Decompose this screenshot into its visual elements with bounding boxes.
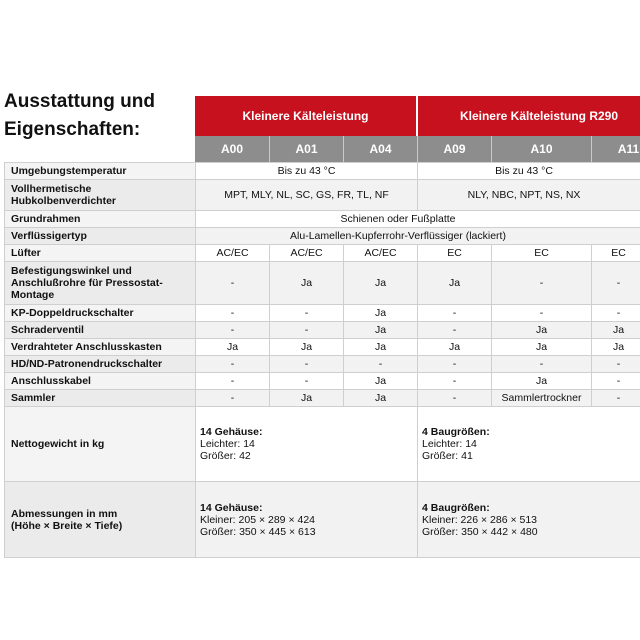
table-cell: Ja bbox=[344, 305, 418, 322]
row-label: Schraderventil bbox=[5, 322, 196, 339]
block-line: Größer: 350 × 445 × 613 bbox=[200, 525, 316, 538]
table-cell: Alu-Lamellen-Kupferrohr-Verflüssiger (lackiert) bbox=[196, 228, 640, 245]
model-header-a09: A09 bbox=[417, 136, 491, 162]
block-heading: 14 Gehäuse: bbox=[200, 501, 263, 514]
table-cell: - bbox=[196, 322, 270, 339]
table-cell: EC bbox=[418, 245, 492, 262]
title-line-1: Ausstattung und bbox=[4, 91, 155, 112]
row-label: HD/ND-Patronendruckschalter bbox=[5, 356, 196, 373]
block-heading: 4 Baugrößen: bbox=[422, 501, 490, 514]
title-line-2: Eigenschaften: bbox=[4, 119, 141, 140]
table-cell: Ja bbox=[344, 390, 418, 407]
table-cell: EC bbox=[492, 245, 592, 262]
block-line: Kleiner: 205 × 289 × 424 bbox=[200, 513, 316, 526]
table-row bbox=[5, 373, 640, 390]
row-label: KP-Doppeldruckschalter bbox=[5, 305, 196, 322]
table-cell: - bbox=[418, 356, 492, 373]
table-cell: - bbox=[196, 390, 270, 407]
table-cell: Ja bbox=[270, 390, 344, 407]
table-cell: - bbox=[270, 322, 344, 339]
model-header-a10: A10 bbox=[491, 136, 591, 162]
table-row bbox=[5, 482, 640, 558]
model-header-a11: A11 bbox=[591, 136, 640, 162]
table-cell: - bbox=[592, 305, 640, 322]
table-cell: - bbox=[418, 322, 492, 339]
block-line: Größer: 42 bbox=[200, 450, 251, 462]
table-row bbox=[5, 356, 640, 373]
table-cell: EC bbox=[592, 245, 640, 262]
table-cell: Ja bbox=[344, 262, 418, 305]
row-label: Anschlusskabel bbox=[5, 373, 196, 390]
table-cell: Ja bbox=[344, 339, 418, 356]
row-label: Verflüssigertyp bbox=[5, 228, 196, 245]
block-line: Größer: 41 bbox=[422, 450, 473, 462]
page-title bbox=[4, 88, 194, 144]
table-row bbox=[5, 180, 640, 211]
row-label: Umgebungstemperatur bbox=[5, 163, 196, 180]
table-cell: - bbox=[270, 356, 344, 373]
table-cell: Ja bbox=[418, 262, 492, 305]
table-cell: - bbox=[592, 262, 640, 305]
table-cell: Schienen oder Fußplatte bbox=[196, 211, 640, 228]
table-cell bbox=[196, 482, 418, 558]
table-cell: AC/EC bbox=[344, 245, 418, 262]
table-cell: NLY, NBC, NPT, NS, NX bbox=[418, 180, 640, 211]
block-line: Leichter: 14 bbox=[200, 438, 255, 450]
table-cell: - bbox=[592, 390, 640, 407]
table-row bbox=[5, 228, 640, 245]
table-cell: - bbox=[344, 356, 418, 373]
row-label-line: Abmessungen in mm bbox=[11, 507, 118, 520]
table-cell: - bbox=[418, 305, 492, 322]
table-row bbox=[5, 262, 640, 305]
table-cell: Ja bbox=[196, 339, 270, 356]
model-header-a00: A00 bbox=[195, 136, 269, 162]
table-cell: - bbox=[418, 373, 492, 390]
table-cell: Bis zu 43 °C bbox=[418, 163, 640, 180]
block-line: Leichter: 14 bbox=[422, 438, 477, 450]
table-row bbox=[5, 322, 640, 339]
block-heading: 4 Baugrößen: bbox=[422, 426, 490, 438]
group-header-kleinere-kaelteleistung-r290: Kleinere Kälteleistung R290 bbox=[418, 96, 640, 136]
table-cell: - bbox=[270, 305, 344, 322]
row-label bbox=[5, 482, 196, 558]
table-cell: AC/EC bbox=[270, 245, 344, 262]
row-label: Grundrahmen bbox=[5, 211, 196, 228]
row-label: Lüfter bbox=[5, 245, 196, 262]
table-cell: Bis zu 43 °C bbox=[196, 163, 418, 180]
table-cell: - bbox=[592, 373, 640, 390]
table-cell: - bbox=[196, 262, 270, 305]
table-cell: Ja bbox=[592, 339, 640, 356]
table-cell: Ja bbox=[492, 322, 592, 339]
table-cell: - bbox=[418, 390, 492, 407]
row-label: Vollhermetische Hubkolbenverdichter bbox=[5, 180, 196, 211]
block-line: Größer: 350 × 442 × 480 bbox=[422, 525, 538, 538]
table-cell: - bbox=[592, 356, 640, 373]
table-cell: - bbox=[196, 373, 270, 390]
table-cell: Ja bbox=[492, 373, 592, 390]
table-cell: Ja bbox=[270, 339, 344, 356]
table-row bbox=[5, 305, 640, 322]
table-cell: Ja bbox=[344, 373, 418, 390]
table-cell: - bbox=[492, 262, 592, 305]
row-label: Verdrahteter Anschlusskasten bbox=[5, 339, 196, 356]
table-cell: - bbox=[196, 356, 270, 373]
table-cell: Sammlertrockner bbox=[492, 390, 592, 407]
row-label-line: (Höhe × Breite × Tiefe) bbox=[11, 519, 123, 532]
row-label: Sammler bbox=[5, 390, 196, 407]
table-cell: Ja bbox=[492, 339, 592, 356]
table-cell bbox=[196, 407, 418, 482]
row-label: Nettogewicht in kg bbox=[5, 407, 196, 482]
row-label: Befestigungswinkel und Anschlußrohre für Pressostat-Montage bbox=[5, 262, 196, 305]
table-cell: AC/EC bbox=[196, 245, 270, 262]
table-cell bbox=[418, 482, 640, 558]
table-cell bbox=[418, 407, 640, 482]
table-row bbox=[5, 407, 640, 482]
table-row bbox=[5, 390, 640, 407]
table-cell: Ja bbox=[344, 322, 418, 339]
block-heading: 14 Gehäuse: bbox=[200, 426, 263, 438]
table-cell: MPT, MLY, NL, SC, GS, FR, TL, NF bbox=[196, 180, 418, 211]
table-cell: Ja bbox=[270, 262, 344, 305]
model-header-a04: A04 bbox=[343, 136, 417, 162]
table-cell: Ja bbox=[418, 339, 492, 356]
table-row bbox=[5, 163, 640, 180]
spec-table bbox=[4, 162, 640, 558]
table-cell: Ja bbox=[592, 322, 640, 339]
table-cell: - bbox=[270, 373, 344, 390]
table-row bbox=[5, 245, 640, 262]
group-header-kleinere-kaelteleistung: Kleinere Kälteleistung bbox=[195, 96, 416, 136]
table-row bbox=[5, 211, 640, 228]
table-cell: - bbox=[196, 305, 270, 322]
block-line: Kleiner: 226 × 286 × 513 bbox=[422, 513, 538, 526]
table-row bbox=[5, 339, 640, 356]
model-header-a01: A01 bbox=[269, 136, 343, 162]
table-cell: - bbox=[492, 356, 592, 373]
table-cell: - bbox=[492, 305, 592, 322]
